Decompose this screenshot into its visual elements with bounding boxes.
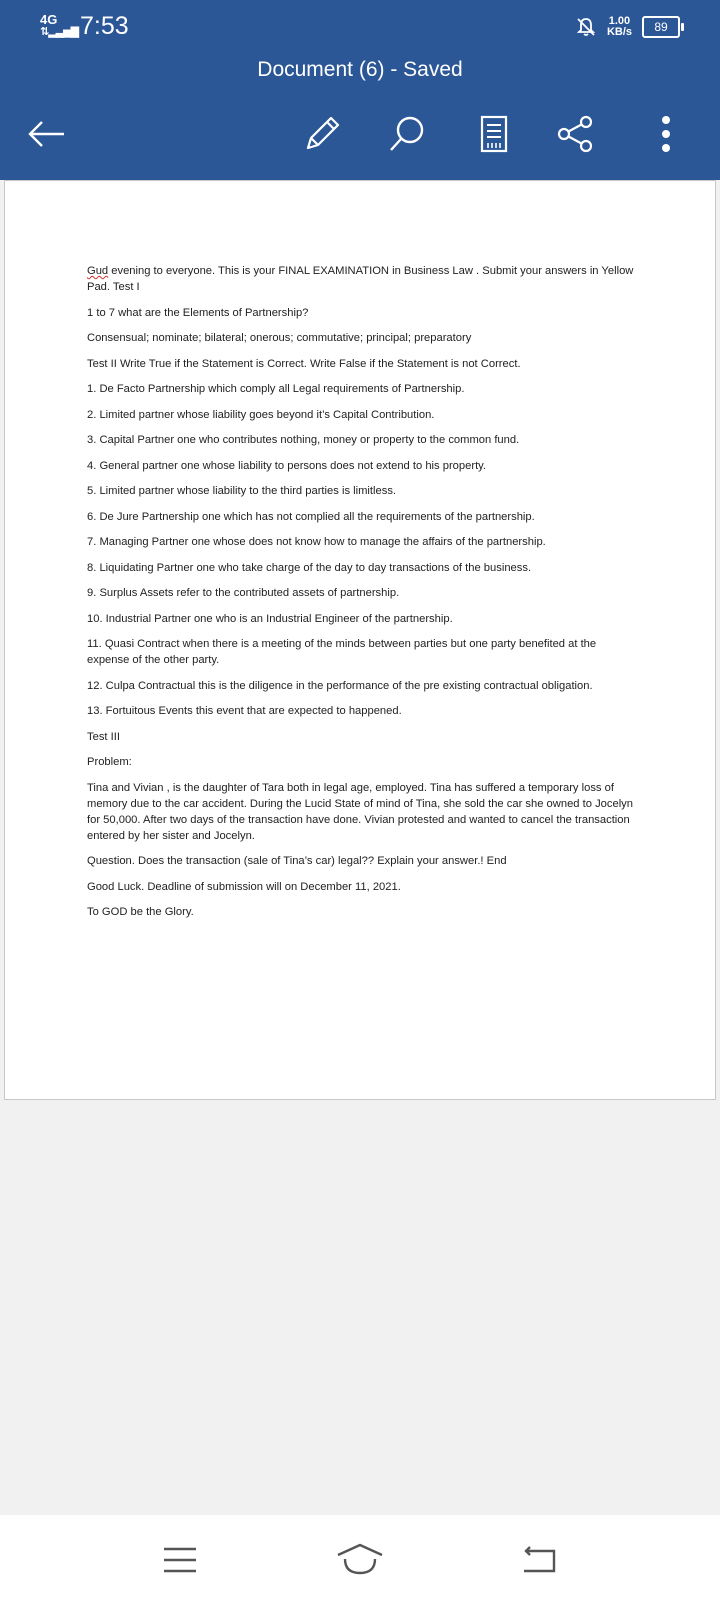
reading-view-icon <box>479 114 509 154</box>
search-button[interactable] <box>384 110 432 158</box>
home-button[interactable] <box>330 1535 390 1585</box>
back-nav-button[interactable] <box>510 1535 570 1585</box>
doc-line: 11. Quasi Contract when there is a meeting of the minds between parties but one party benefited at the expense of the other party. <box>87 638 597 666</box>
doc-line: Tina and Vivian , is the daughter of Tara both in legal age, employed. Tina has suffered a temporary loss of memory due to the car accident. During the Lucid State of mind of Tina, she sold the car she owned to Jocelyn for 50,000. After two days of the transaction have done. Vivian protested and wanted to cancel the transaction entered by her sister and Jocelyn. <box>87 781 634 842</box>
back-button[interactable] <box>22 110 70 158</box>
doc-line: Problem: <box>87 756 132 768</box>
doc-line: 7. Managing Partner one whose does not know how to manage the affairs of the partnership. <box>87 536 546 548</box>
doc-line: 2. Limited partner whose liability goes beyond it’s Capital Contribution. <box>87 408 435 421</box>
system-nav-bar <box>0 1515 720 1600</box>
doc-line: 9. Surplus Assets refer to the contributed assets of partnership. <box>87 587 400 599</box>
doc-line: 1. De Facto Partnership which comply all Legal requirements of Partnership. <box>87 383 465 395</box>
signal-icon: ⇅▂▃▅▇ <box>40 26 79 38</box>
doc-line: 5. Limited partner whose liability to the third parties is limitless. <box>87 485 397 497</box>
share-icon <box>556 114 596 154</box>
share-button[interactable] <box>552 110 600 158</box>
app-bar <box>0 0 720 180</box>
status-time: 7:53 <box>80 12 129 40</box>
more-options-button[interactable] <box>642 110 690 158</box>
doc-line: Consensual; nominate; bilateral; onerous; commutative; principal; preparatory <box>87 332 472 344</box>
search-icon <box>388 114 428 154</box>
recent-apps-button[interactable] <box>150 1535 210 1585</box>
mute-notifications-icon <box>575 16 597 38</box>
back-nav-icon <box>520 1545 560 1575</box>
network-speed-value: 1.00 <box>608 15 631 27</box>
doc-line: 4. General partner one whose liability to persons does not extend to his property. <box>87 459 487 472</box>
doc-line: 10. Industrial Partner one who is an Industrial Engineer of the partnership. <box>87 612 453 625</box>
document-intro <box>87 263 637 295</box>
doc-line: 6. De Jure Partnership one which has not complied all the requirements of the partnership. <box>87 510 535 523</box>
doc-line: 3. Capital Partner one who contributes nothing, money or property to the common fund. <box>87 434 520 446</box>
reading-view-button[interactable] <box>470 110 518 158</box>
edit-button[interactable] <box>298 110 346 158</box>
document-page[interactable] <box>4 180 716 1100</box>
network-speed <box>607 16 632 38</box>
battery-indicator: 89 <box>642 16 680 38</box>
doc-line: Test II Write True if the Statement is Correct. Write False if the Statement is not Correct. <box>87 357 521 370</box>
doc-line: 1 to 7 what are the Elements of Partnership? <box>87 306 309 319</box>
doc-line: 8. Liquidating Partner one who take charge of the day to day transactions of the business. <box>87 561 532 574</box>
more-icon <box>660 114 672 154</box>
doc-line: 13. Fortuitous Events this event that are expected to happened. <box>87 705 402 717</box>
document-title: Document (6) - Saved <box>257 58 463 81</box>
network-speed-unit: KB/s <box>606 26 632 38</box>
document-body <box>87 263 637 930</box>
doc-line: Question. Does the transaction (sale of Tina’s car) legal?? Explain your answer.! End <box>87 855 507 867</box>
network-indicator <box>40 14 78 38</box>
home-icon <box>335 1543 385 1577</box>
doc-line: Good Luck. Deadline of submission will on December 11, 2021. <box>87 880 401 893</box>
intro-text: evening to everyone. This is your FINAL EXAMINATION in Business Law . Submit your answers in Yellow Pad. Test I <box>87 265 634 293</box>
back-arrow-icon <box>26 119 66 149</box>
doc-line: To GOD be the Glory. <box>87 906 194 918</box>
doc-line: Test III <box>87 730 120 743</box>
status-right-group <box>575 16 680 38</box>
pencil-icon <box>302 114 342 154</box>
doc-line: 12. Culpa Contractual this is the diligence in the performance of the pre existing contractual obligation. <box>87 679 593 692</box>
network-type: 4G <box>40 12 58 27</box>
recent-apps-icon <box>162 1545 198 1575</box>
misspelled-word: Gud <box>87 265 109 277</box>
